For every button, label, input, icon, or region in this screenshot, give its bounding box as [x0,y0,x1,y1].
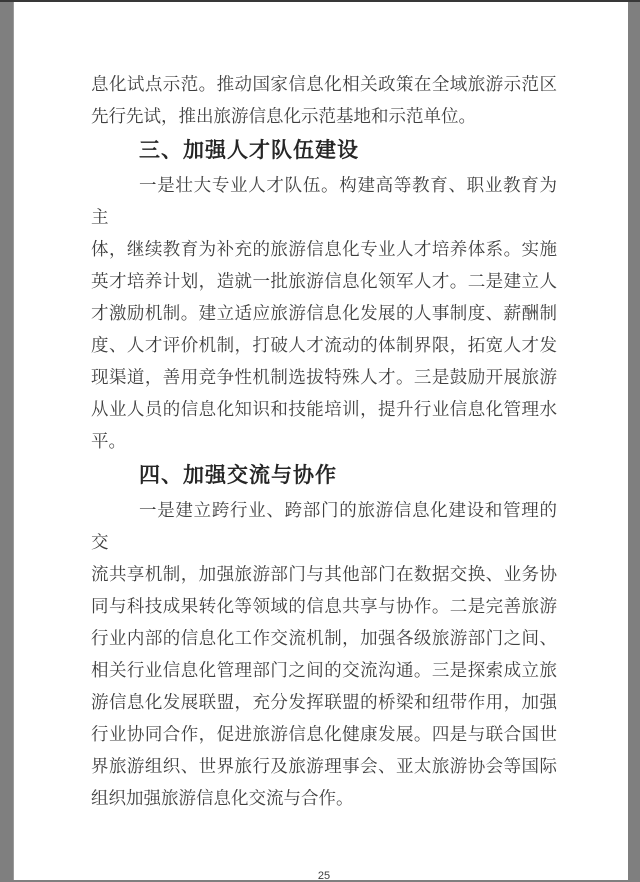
section-heading-4: 四、加强交流与协作 [139,464,337,487]
paragraph-line: 一是壮大专业人才队伍。构建高等教育、职业教育为主 [91,175,557,227]
paragraph-line: 现渠道，善用竞争性机制选拔特殊人才。三是鼓励开展旅游 [91,367,557,387]
paragraph-line: 游信息化发展联盟，充分发挥联盟的桥梁和纽带作用，加强 [91,692,557,712]
paragraph-line: 从业人员的信息化知识和技能培训，提升行业信息化管理水 [91,399,557,419]
section-heading-3: 三、加强人才队伍建设 [139,139,359,162]
paragraph-line: 同与科技成果转化等领域的信息共享与协作。二是完善旅游 [91,596,557,616]
paragraph-line: 先行先试，推出旅游信息化示范基地和示范单位。 [91,106,476,126]
paragraph-line: 行业内部的信息化工作交流机制，加强各级旅游部门之间、 [91,628,557,648]
paragraph-line: 才激励机制。建立适应旅游信息化发展的人事制度、薪酬制 [91,303,557,323]
paragraph-line: 息化试点示范。推动国家信息化相关政策在全域旅游示范区 [91,74,557,94]
paragraph-line: 平。 [91,431,126,451]
paragraph-line: 界旅游组织、世界旅行及旅游理事会、亚太旅游协会等国际 [91,756,557,776]
document-page [13,2,628,880]
paragraph-line: 一是建立跨行业、跨部门的旅游信息化建设和管理的交 [91,500,557,552]
paragraph-line: 体，继续教育为补充的旅游信息化专业人才培养体系。实施 [91,239,557,259]
page-number: 25 [317,870,331,882]
paragraph-line: 英才培养计划，造就一批旅游信息化领军人才。二是建立人 [91,271,557,291]
paragraph-line: 组织加强旅游信息化交流与合作。 [91,788,354,808]
paragraph-line: 度、人才评价机制，打破人才流动的体制界限，拓宽人才发 [91,335,557,355]
paragraph-line: 相关行业信息化管理部门之间的交流沟通。三是探索成立旅 [91,660,557,680]
paragraph-line: 流共享机制，加强旅游部门与其他部门在数据交换、业务协 [91,564,557,584]
paragraph-line: 行业协同合作，促进旅游信息化健康发展。四是与联合国世 [91,724,557,744]
